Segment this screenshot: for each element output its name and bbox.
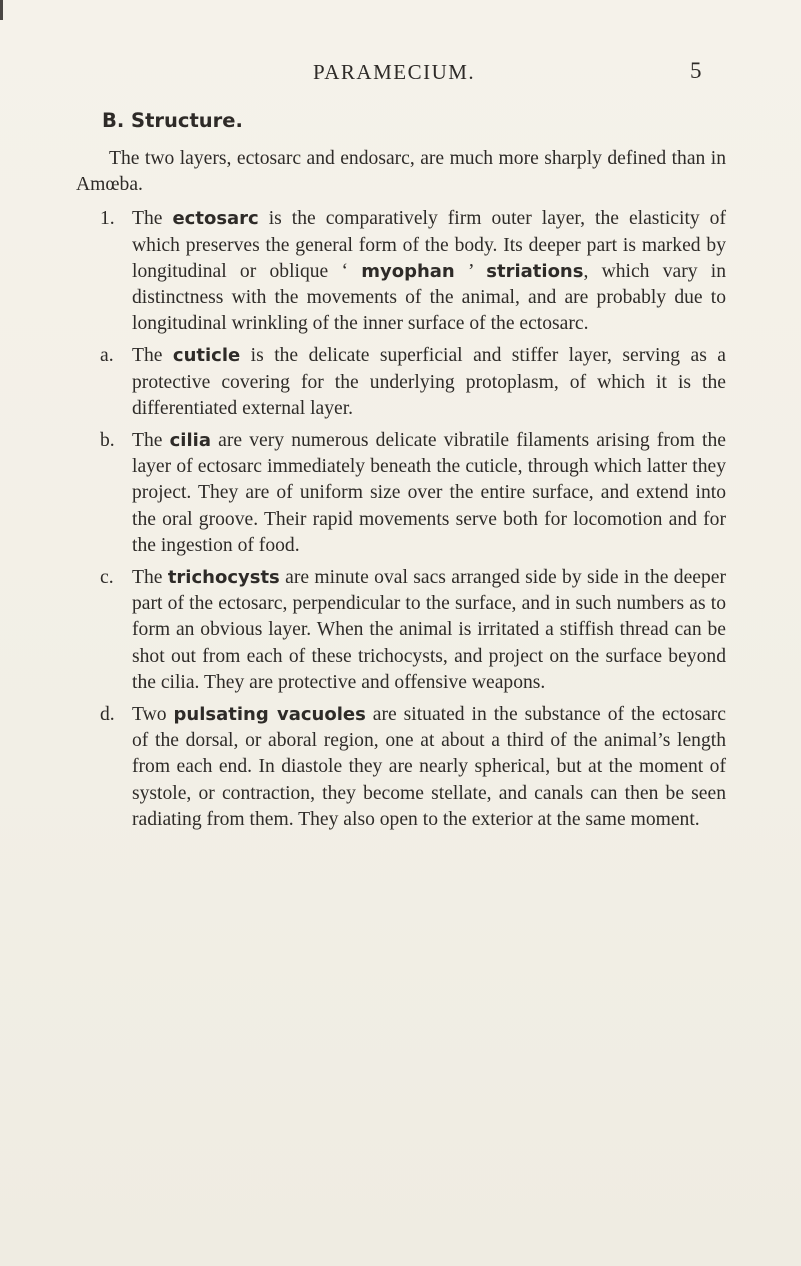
section-heading: B. Structure. [102,109,243,132]
term-cuticle: cuticle [172,345,241,367]
item-text: ’ [454,260,487,282]
item-text: are minute oval sacs arranged side by side in the deeper part of the ectosarc, perpendicular to the surface, and in such numbers as to form an obvious layer. When the animal is irritated a stiffish thread can be shot out from each of these trichocysts, and project on the surface beyond the cilia. They are protective and offensive weapons. [132,567,726,693]
item-text-before: The [132,208,173,230]
running-title: PARAMECIUM. [313,60,476,84]
item-text: are very numerous delicate vibratile filaments arising from the layer of ectosarc immediately beneath the cuticle, through which latter they project. They are of uniform size over the entire surface, and extend into the oral groove. Their rapid movements serve both for locomotion and for the ingestion of food. [132,430,726,556]
term-myophan: myophan [361,260,455,282]
item-text: are situated in the substance of the ectosarc of the dorsal, or aboral region, one at about a third of the animal’s length from each end. In diastole they are nearly spherical, but at the moment of systole, or contraction, they become stellate, and canals can then be seen radiating from them. They also open to the exterior at the same moment. [132,704,727,830]
item-text: , which vary in distinctness with the movements of the animal, and are probably due to longitudinal wrinkling of the inner surface of the ectosarc. [132,260,726,335]
term-pulsating-vacuoles: pulsating vacuoles [173,704,366,726]
item-cilia [76,428,726,559]
item-text-before: The [132,567,168,589]
item-trichocysts [76,565,726,696]
running-head [0,56,801,90]
item-pulsating-vacuoles [76,702,726,833]
page-number: 5 [690,58,702,83]
item-label: 1. [100,208,115,230]
term-ectosarc: ectosarc [172,208,259,230]
page-edge-mark [0,0,3,20]
term-striations: striations [486,260,584,282]
item-text: is the comparatively firm outer layer, the elasticity of which preserves the general form of the body. Its deeper part is marked by longitudinal or oblique ‘ [132,208,726,282]
item-label: c. [100,567,114,589]
item-label: a. [100,345,114,367]
item-label: b. [100,430,115,452]
item-text-before: The [132,430,170,452]
item-ectosarc [76,206,726,337]
item-text: is the delicate superficial and stiffer layer, serving as a protective covering for the underlying protoplasm, of which it is the differentiated external layer. [132,345,726,419]
item-text-before: Two [132,704,174,726]
item-text-before: The [132,345,173,367]
intro-paragraph: The two layers, ectosarc and endosarc, are much more sharply defined than in Amœba. [76,148,726,196]
item-cuticle [76,343,726,422]
term-trichocysts: trichocysts [167,567,280,589]
term-cilia: cilia [169,430,211,452]
item-label: d. [100,704,115,726]
page-content [76,106,726,839]
